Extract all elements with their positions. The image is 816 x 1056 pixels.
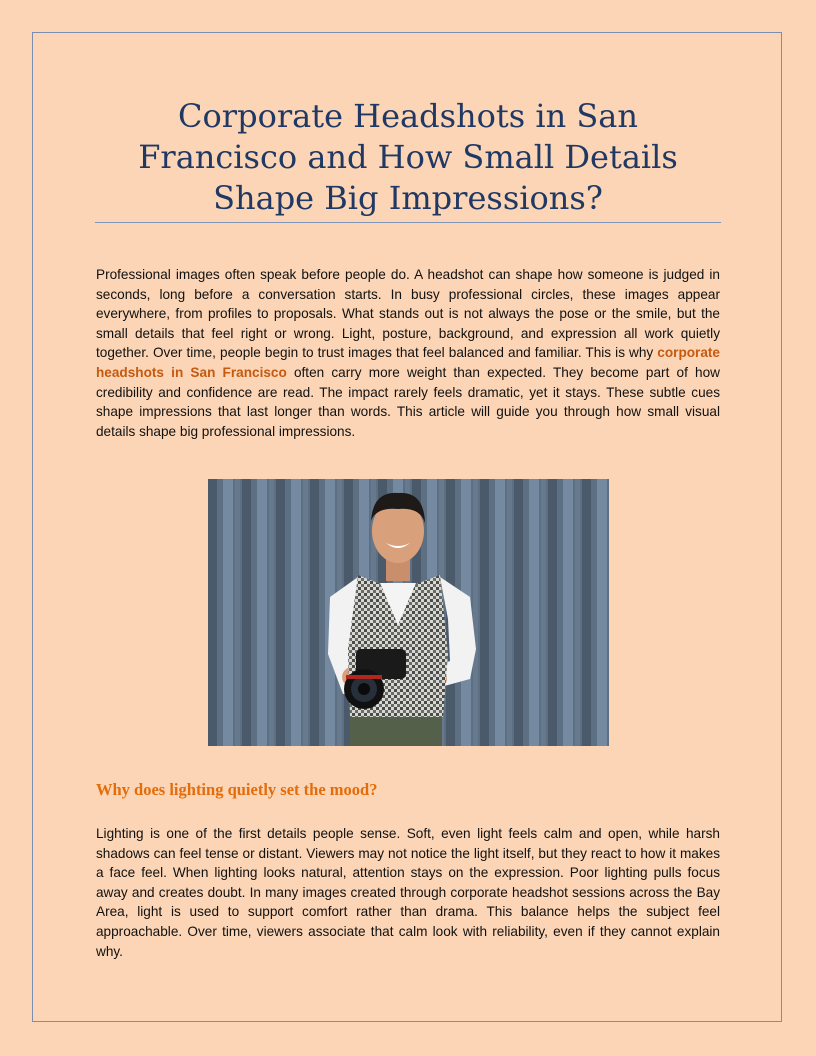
intro-text-before-link: Professional images often speak before people do. A headshot can shape how someone is judged in seconds, long before a conversation starts. In busy professional circles, these images appear everywhere, from profiles to proposals. What stands out is not always the pose or the smile, but the small details that feel right or wrong. Light, posture, background, and expression all work quietly together. Over time, people begin to trust images that feel balanced and familiar. This is why [96, 267, 720, 361]
photographer-photo [208, 479, 609, 746]
lighting-paragraph: Lighting is one of the first details people sense. Soft, even light feels calm and open, while harsh shadows can feel tense or distant. Viewers may not notice the light itself, but they react to how it makes a face feel. When lighting looks natural, attention stays on the expression. Poor lighting pulls focus away and creates doubt. In many images created through corporate headshot sessions across the Bay Area, light is used to support comfort rather than drama. This balance helps the subject feel approachable. Over time, viewers associate that calm look with reliability, even if they cannot explain why. [96, 826, 720, 959]
title-divider [95, 222, 721, 223]
intro-paragraph [96, 265, 720, 441]
section-heading-lighting: Why does lighting quietly set the mood? [96, 780, 378, 799]
intro-text-after-link: often carry more weight than expected. They become part of how credibility and confidence are read. The impact rarely feels dramatic, yet it stays. These subtle cues shape impressions that last longer than words. This article will guide you through how small visual details shape big professional impressions. [96, 364, 720, 439]
page-title: Corporate Headshots in San Francisco and How Small Details Shape Big Impressions? [138, 97, 678, 217]
corporate-headshots-link[interactable]: corporate headshots in San Francisco [96, 345, 720, 380]
